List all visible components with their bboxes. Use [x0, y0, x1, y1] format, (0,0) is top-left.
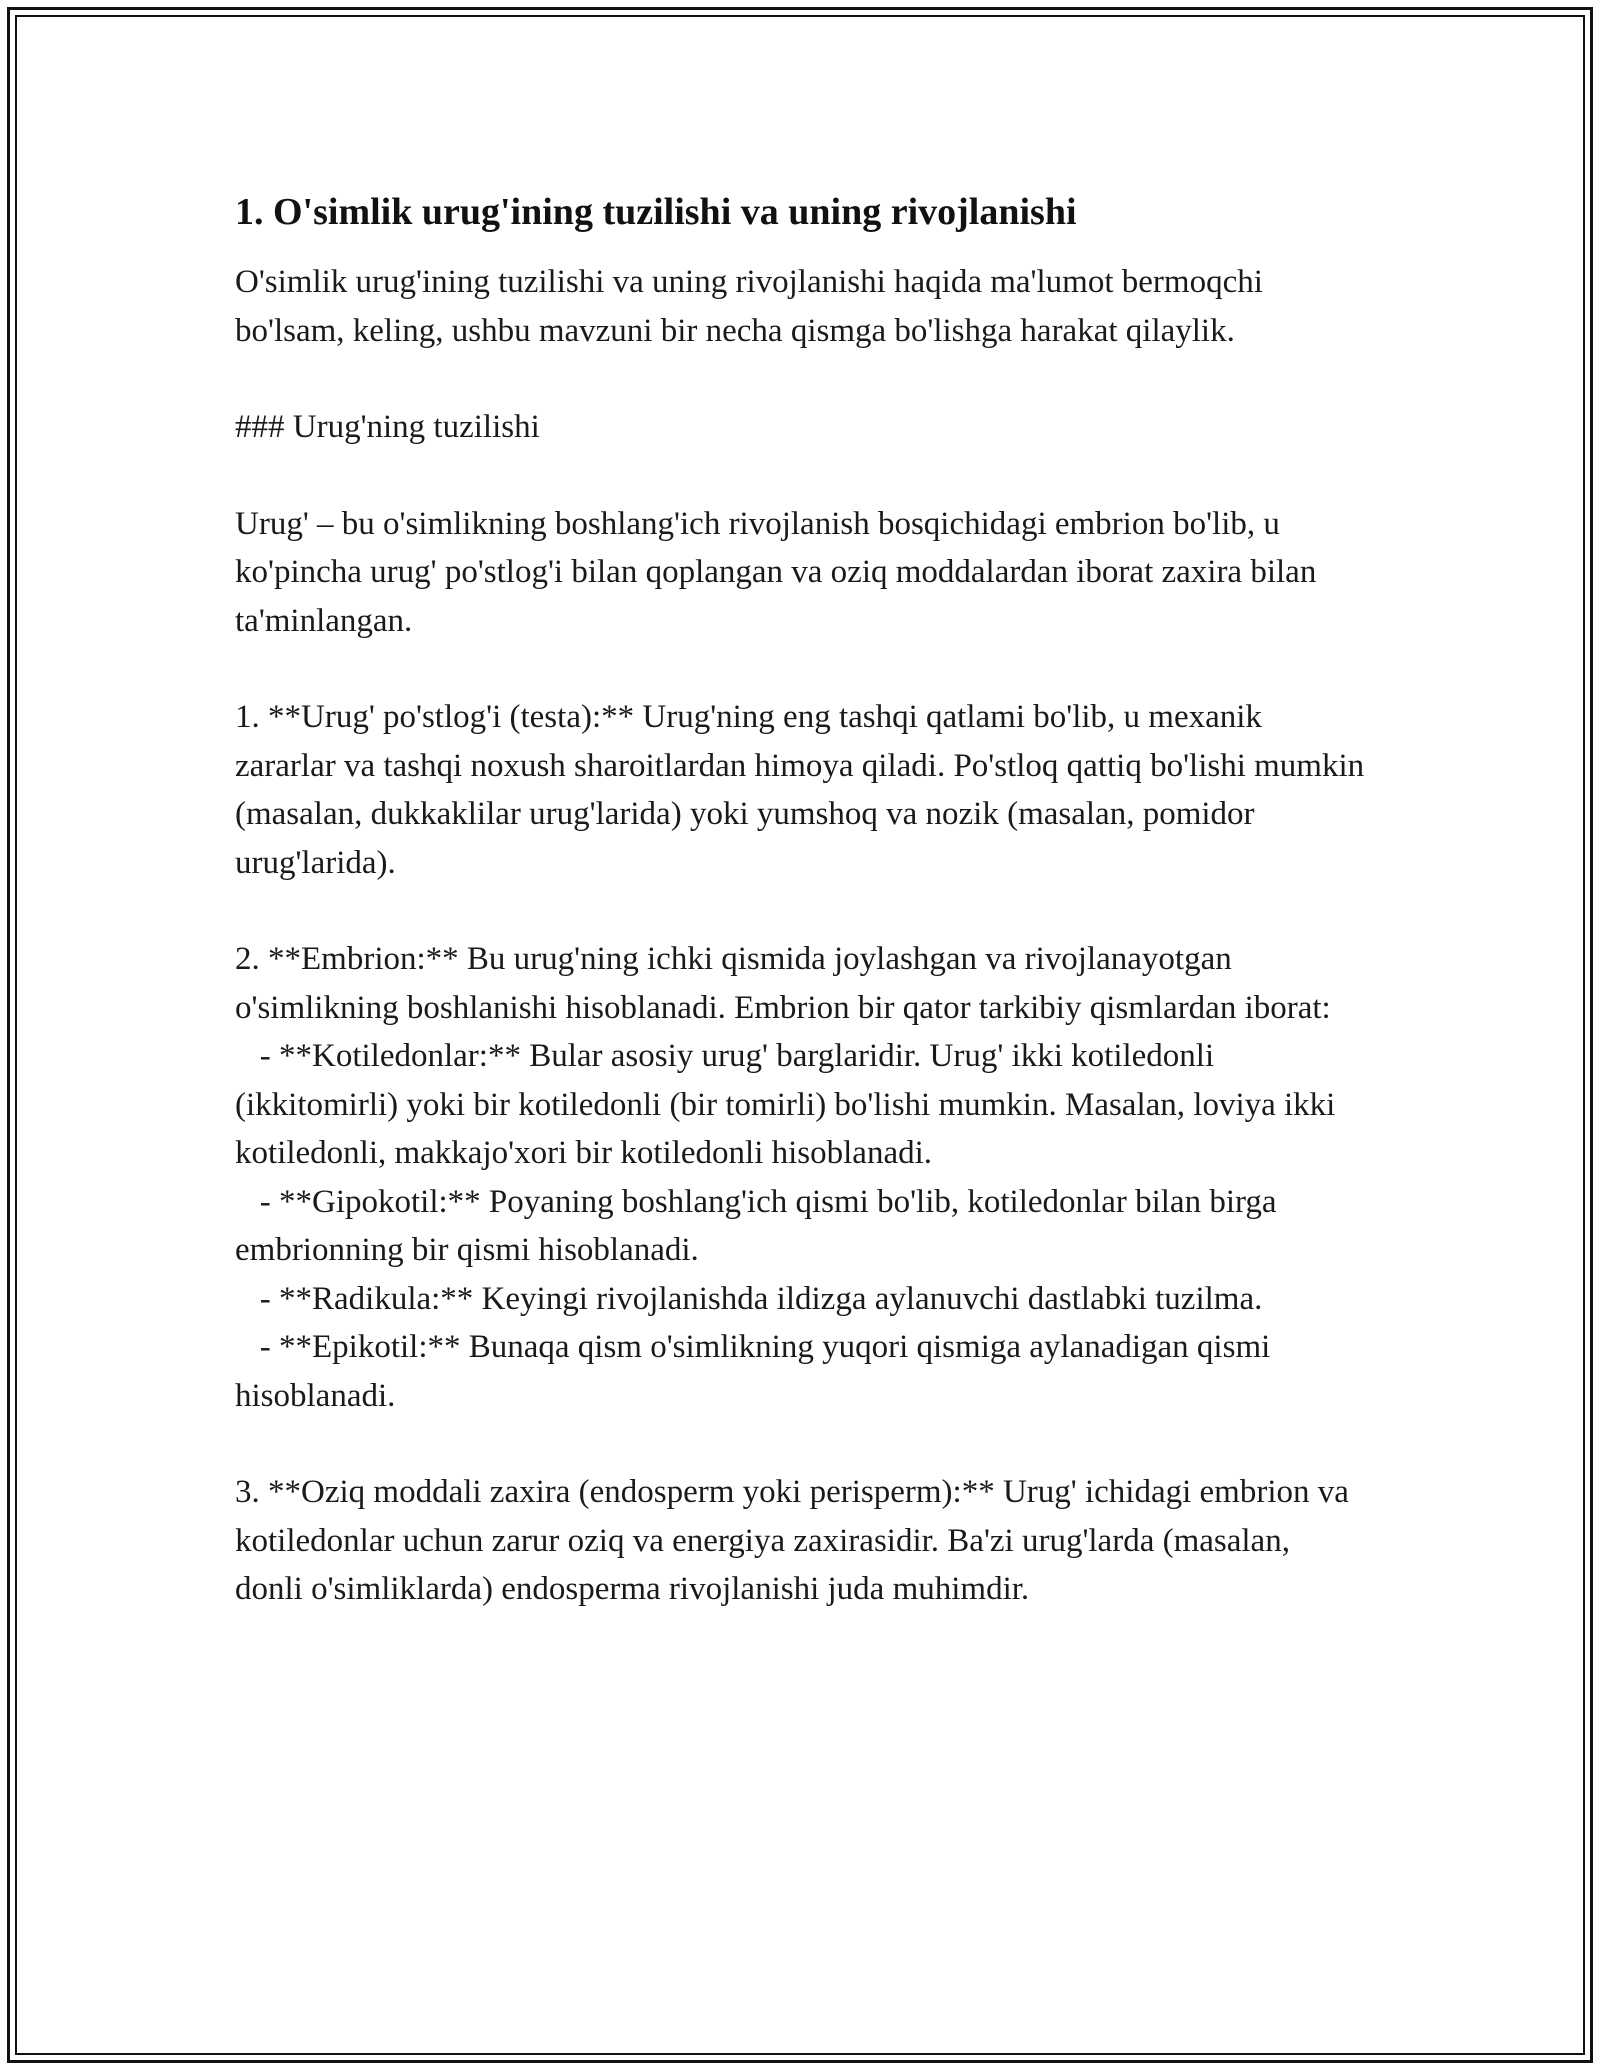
list-item-seed-coat: 1. **Urug' po'stlog'i (testa):** Urug'ning eng tashqi qatlami bo'lib, u mexanik zararlar va tashqi noxush sharoitlardan himoya qiladi. Po'stloq qattiq bo'lishi mumkin (masalan, dukkaklilar urug'larida) yoki yumshoq va nozik (masalan, pomidor urug'larida). — [235, 699, 1373, 881]
sub-item-hypocotyl: - **Gipokotil:** Poyaning boshlang'ich qismi bo'lib, kotiledonlar bilan birga embrionning bir qismi hisoblanadi. — [235, 1183, 1285, 1268]
sub-item-epicotyl: - **Epikotil:** Bunaqa qism o'simlikning yuqori qismiga aylanadigan qismi hisoblanadi. — [235, 1329, 1279, 1414]
list-item-embryo: 2. **Embrion:** Bu urug'ning ichki qismida joylashgan va rivojlanayotgan o'simlikning boshlanishi hisoblanadi. Embrion bir qator tarkibiy qismlardan iborat: — [235, 941, 1331, 1026]
spacer — [235, 1420, 1365, 1468]
spacer — [235, 645, 1365, 693]
sub-item-radicle: - **Radikula:** Keyingi rivojlanishda ildizga aylanuvchi dastlabki tuzilma. — [235, 1280, 1263, 1317]
document-title: 1. O'simlik urug'ining tuzilishi va uning rivojlanishi — [235, 191, 1077, 233]
document-body — [235, 186, 1373, 1614]
intro-paragraph: O'simlik urug'ining tuzilishi va uning rivojlanishi haqida ma'lumot bermoqchi bo'lsam, keling, ushbu mavzuni bir necha qismga bo'lishga harakat qilaylik. — [235, 264, 1272, 349]
section-heading: ### Urug'ning tuzilishi — [235, 409, 540, 445]
definition-paragraph: Urug' – bu o'simlikning boshlang'ich rivojlanish bosqichidagi embrion bo'lib, u ko'pincha urug' po'stlog'i bilan qoplangan va oziq moddalardan iborat zaxira bilan ta'minlangan. — [235, 505, 1325, 639]
spacer — [235, 355, 1365, 403]
spacer — [235, 887, 1365, 935]
sub-item-cotyledons: - **Kotiledonlar:** Bular asosiy urug' barglaridir. Urug' ikki kotiledonli (ikkitomirli) yoki bir kotiledonli (bir tomirli) bo'lishi mumkin. Masalan, loviya ikki kotiledonli, makkajo'xori bir kotiledonli hisoblanadi. — [235, 1038, 1344, 1171]
spacer — [235, 452, 1365, 500]
list-item-nutrient-reserve: 3. **Oziq moddali zaxira (endosperm yoki perisperm):** Urug' ichidagi embrion va kotiledonlar uchun zarur oziq va energiya zaxirasidir. Ba'zi urug'larda (masalan, donli o'simliklarda) endosperma rivojlanishi juda muhimdir. — [235, 1474, 1358, 1607]
